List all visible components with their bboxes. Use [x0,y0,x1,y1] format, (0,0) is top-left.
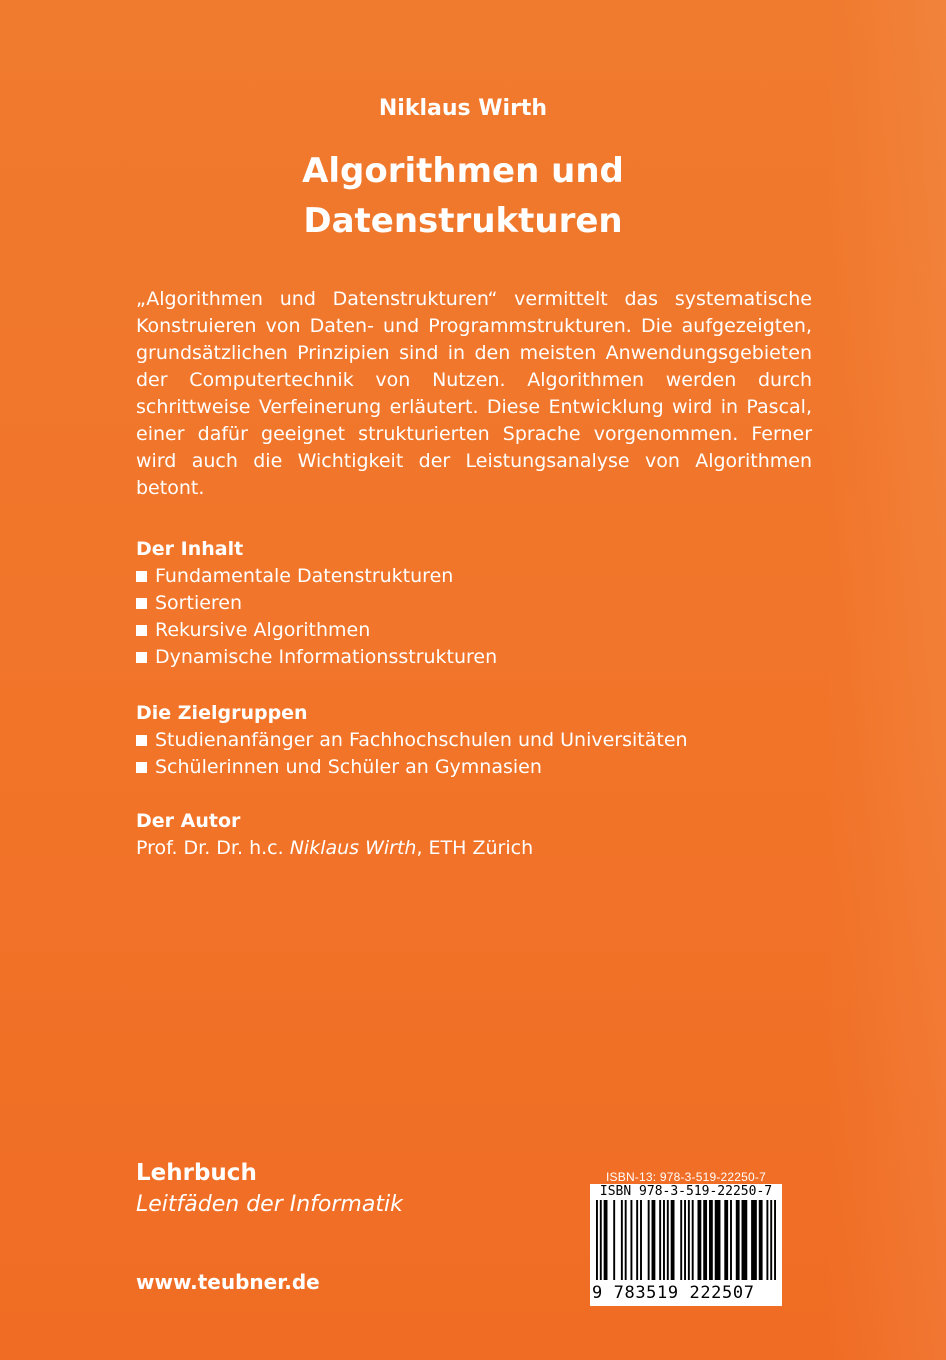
contents-heading: Der Inhalt [136,538,244,560]
publisher-website: www.teubner.de [136,1270,320,1294]
barcode-bar [724,1200,728,1280]
barcode-bar [630,1200,632,1280]
target-group-label: Schülerinnen und Schüler an Gymnasien [155,756,542,778]
barcode-bar [659,1200,661,1280]
series-name: Leitfäden der Informatik [136,1192,403,1217]
barcode-isbn-header: ISBN 978-3-519-22250-7 [599,1184,773,1199]
author-section [136,808,826,862]
barcode-bar [600,1200,602,1280]
barcode-bar [652,1200,656,1280]
contents-item [136,644,826,671]
barcode-bar [736,1200,740,1280]
barcode-bar [730,1200,732,1280]
author-name: Niklaus Wirth [378,96,548,121]
author-affiliation: , ETH Zürich [416,837,534,859]
barcode-bar [625,1200,627,1280]
barcode-bar [688,1200,690,1280]
author-title-prefix: Prof. Dr. Dr. h.c. [136,837,290,859]
barcode-bar [709,1200,713,1280]
target-groups-heading: Die Zielgruppen [136,702,308,724]
barcode-bar [640,1200,642,1280]
target-group-item [136,727,826,754]
barcode-bar [742,1200,748,1280]
contents-item-label: Dynamische Informationsstrukturen [155,646,498,668]
author-italic-name: Niklaus Wirth [289,837,417,859]
book-title-line-2: Datenstrukturen [303,201,623,241]
isbn13-label: ISBN-13: 978-3-519-22250-7 [606,1170,766,1184]
barcode-bar [680,1200,682,1280]
barcode-bar [667,1200,669,1280]
barcode-bar [697,1200,701,1280]
square-bullet-icon [136,762,147,773]
contents-item [136,563,826,590]
square-bullet-icon [136,571,147,582]
square-bullet-icon [136,735,147,746]
barcode-bar [684,1200,686,1280]
contents-item [136,617,826,644]
contents-section [136,536,826,671]
book-title [0,146,926,246]
contents-item-label: Fundamentale Datenstrukturen [155,565,454,587]
barcode-bar [613,1200,615,1280]
barcode-digits: 9 783519 222507 [592,1283,755,1303]
barcode-bar [703,1200,707,1280]
barcode-bar [663,1200,665,1280]
square-bullet-icon [136,598,147,609]
barcode-bar [621,1200,623,1280]
barcode-bar [604,1200,608,1280]
barcode-bar [596,1200,598,1280]
author-credentials [136,835,826,862]
contents-item [136,590,826,617]
barcode-bar [766,1200,768,1280]
isbn-barcode [590,1184,782,1306]
target-group-label: Studienanfänger an Fachhochschulen und Universitäten [155,729,688,751]
square-bullet-icon [136,652,147,663]
author-heading: Der Autor [136,810,241,832]
barcode-bar [751,1200,757,1280]
square-bullet-icon [136,625,147,636]
barcode-bar [759,1200,763,1280]
barcode-bar [774,1200,776,1280]
barcode-bar [692,1200,694,1280]
book-title-line-1: Algorithmen und [302,151,624,191]
barcode-bar [715,1200,721,1280]
contents-item-label: Rekursive Algorithmen [155,619,371,641]
barcode-bar [636,1200,638,1280]
target-group-item [136,754,826,781]
book-type: Lehrbuch [136,1160,257,1186]
target-groups-section [136,700,826,781]
barcode-bar [770,1200,772,1280]
book-description: „Algorithmen und Datenstrukturen“ vermittelt das systematische Konstruieren von Daten- und Programmstrukturen. Die aufgezeigten, grundsätzlichen Prinzipien sind in den meisten Anwendungsgebieten der Computertechnik von Nutzen. Algorithmen werden durch schrittweise Verfeinerung erläutert. Diese Entwicklung wird in Pascal, einer dafür geeignet strukturierten Sprache vorgenommen. Ferner wird auch die Wichtigkeit der Leistungsanalyse von Algorithmen betont. [136,288,812,499]
barcode-bars [594,1200,778,1282]
barcode-bar [671,1200,675,1280]
contents-item-label: Sortieren [155,592,243,614]
barcode-bar [648,1200,650,1280]
